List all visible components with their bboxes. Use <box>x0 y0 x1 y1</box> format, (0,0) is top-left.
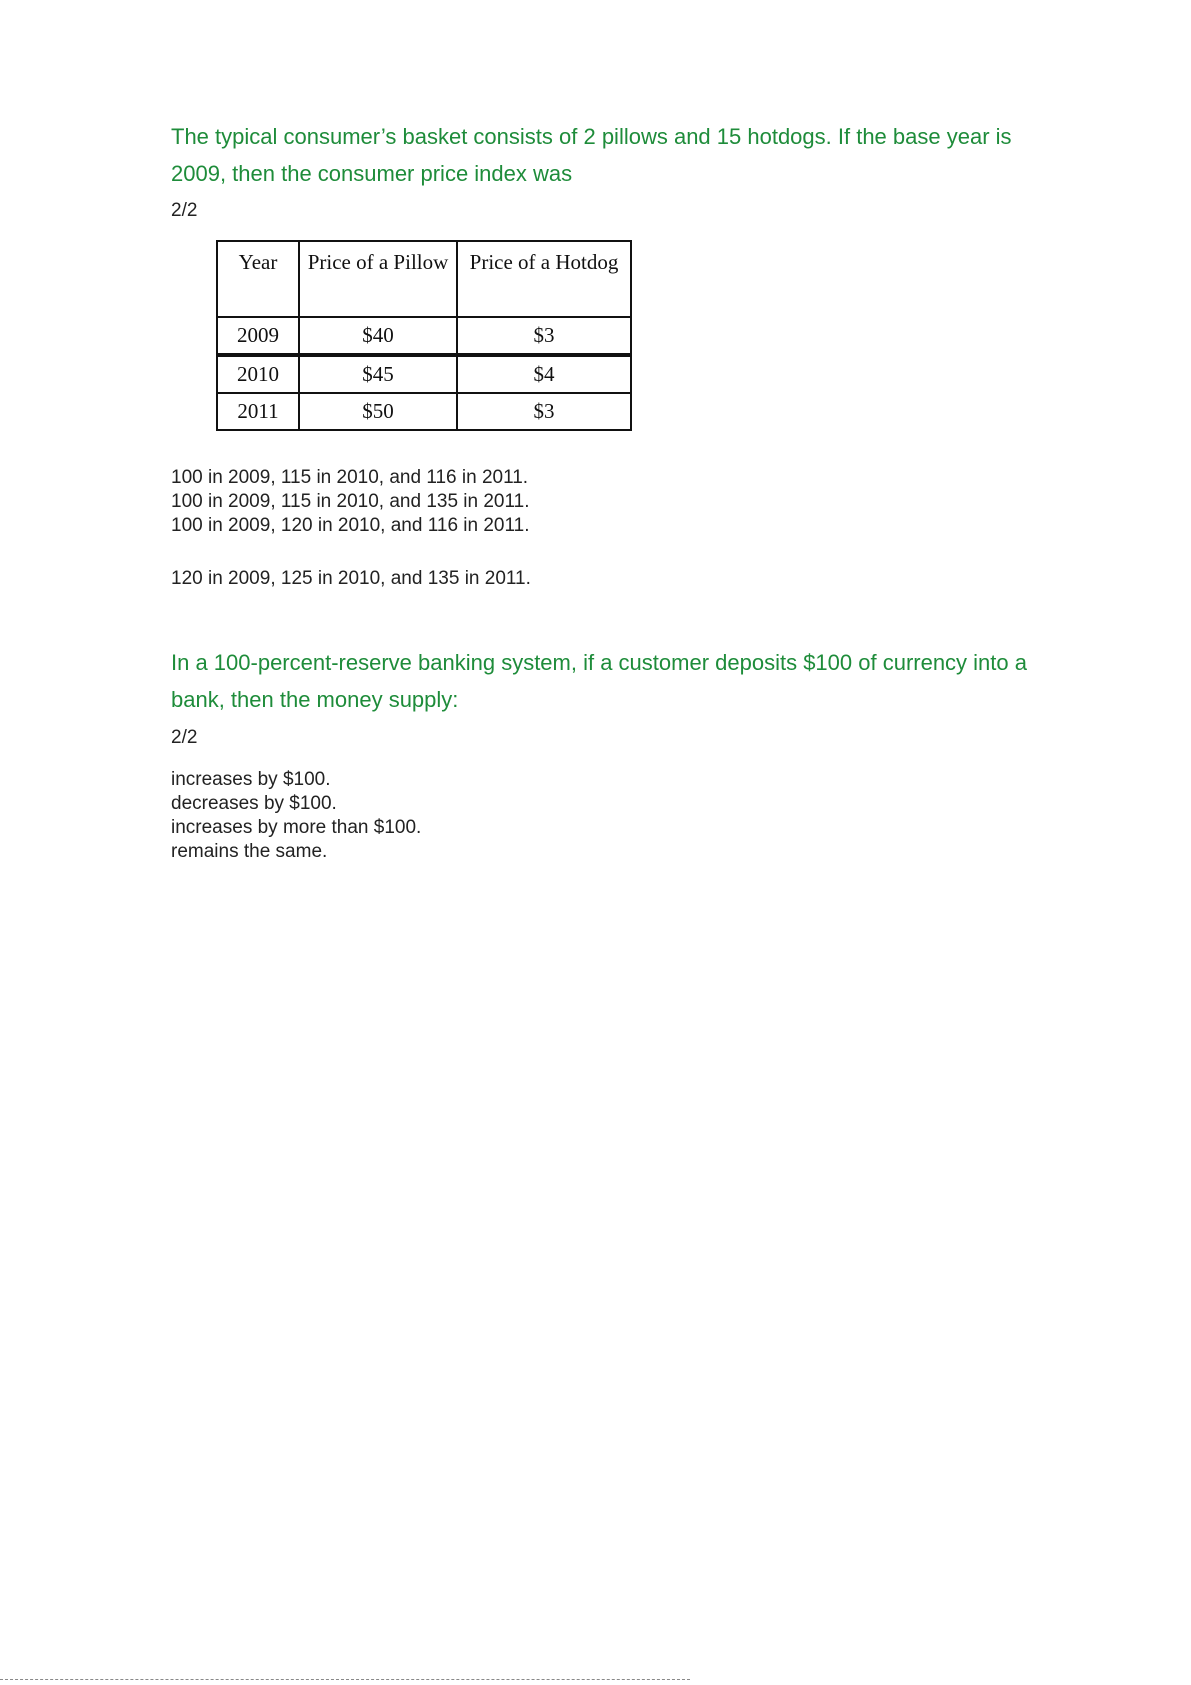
header-pillow-price: Price of a Pillow <box>299 241 457 317</box>
question-2-text: In a 100-percent-reserve banking system, if a customer deposits $100 of currency into a bank, then the money supply: <box>171 650 1027 712</box>
header-year: Year <box>217 241 299 317</box>
table-row <box>217 393 631 430</box>
answer-option[interactable]: 120 in 2009, 125 in 2010, and 135 in 2011. <box>171 568 531 589</box>
question-1-score: 2/2 <box>171 200 198 221</box>
cell-year: 2011 <box>217 393 299 430</box>
cell-pillow-price: $50 <box>299 393 457 430</box>
cell-hotdog-price: $3 <box>457 393 631 430</box>
answer-option[interactable]: increases by more than $100. <box>171 817 422 838</box>
table-row <box>217 317 631 355</box>
table-row <box>217 355 631 393</box>
answer-option[interactable]: decreases by $100. <box>171 793 337 814</box>
answer-option[interactable]: increases by $100. <box>171 769 331 790</box>
question-1-text: The typical consumer’s basket consists of 2 pillows and 15 hotdogs. If the base year is 2009, then the consumer price index was <box>171 124 1012 186</box>
question-1-options <box>171 466 531 591</box>
cell-hotdog-price: $3 <box>457 317 631 355</box>
header-hotdog-price: Price of a Hotdog <box>457 241 631 317</box>
cell-year: 2010 <box>217 355 299 393</box>
cell-pillow-price: $45 <box>299 355 457 393</box>
cell-pillow-price: $40 <box>299 317 457 355</box>
question-2-options <box>171 768 421 864</box>
price-table-header-row <box>217 241 631 317</box>
answer-option[interactable]: 100 in 2009, 115 in 2010, and 116 in 2011. <box>171 467 529 488</box>
answer-option[interactable]: 100 in 2009, 120 in 2010, and 116 in 2011. <box>171 515 530 536</box>
price-table <box>216 240 632 431</box>
cell-hotdog-price: $4 <box>457 355 631 393</box>
answer-option[interactable]: 100 in 2009, 115 in 2010, and 135 in 2011. <box>171 491 530 512</box>
page-bottom-divider <box>0 1679 690 1680</box>
cell-year: 2009 <box>217 317 299 355</box>
answer-option[interactable]: remains the same. <box>171 841 328 862</box>
question-2-score: 2/2 <box>171 727 198 748</box>
